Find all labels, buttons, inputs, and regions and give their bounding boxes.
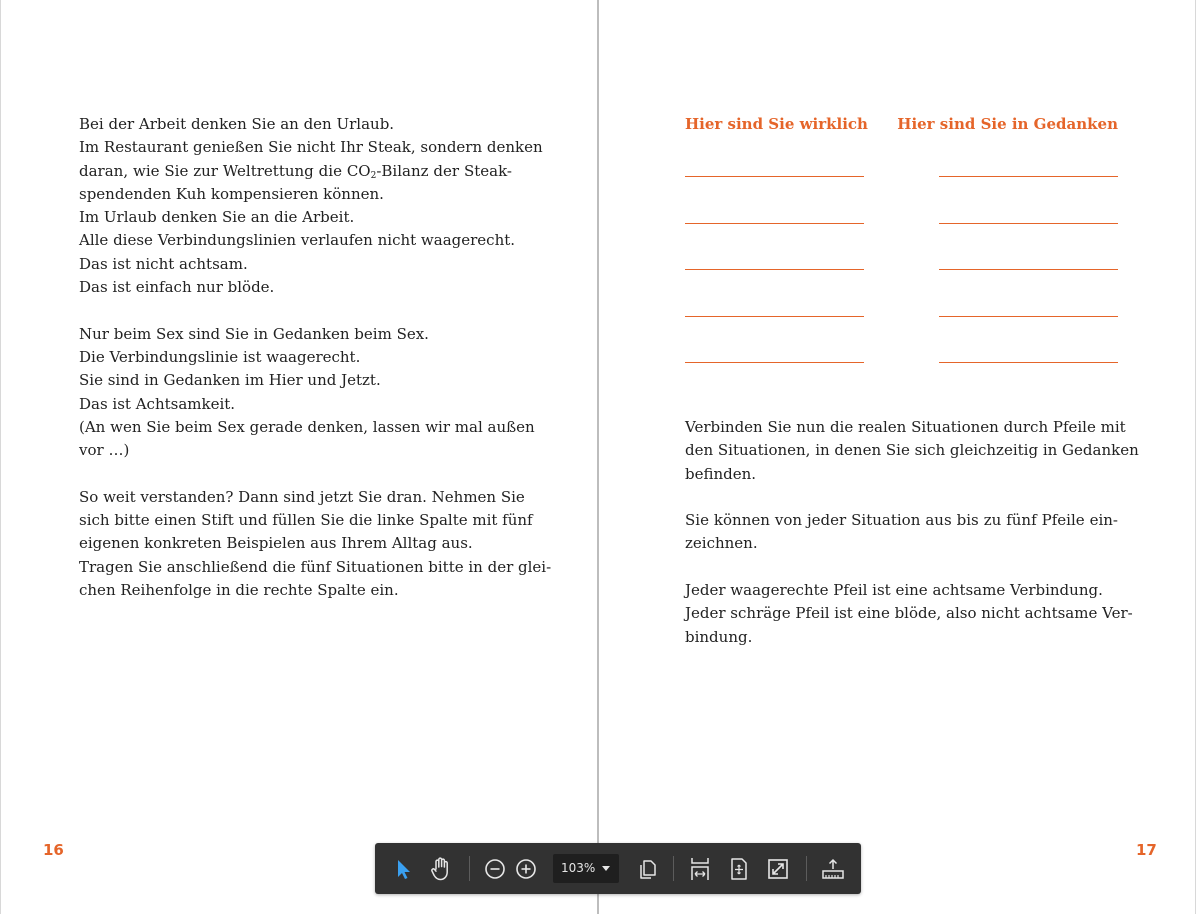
zoom-level-value: 103% — [561, 861, 596, 875]
upload-export-icon — [821, 858, 845, 880]
blank-fill-line — [939, 223, 1118, 224]
hand-tool-button[interactable] — [424, 843, 458, 894]
fullscreen-icon — [767, 858, 789, 880]
text-line: Im Restaurant genießen Sie nicht Ihr Steak, sondern denken — [79, 138, 543, 157]
left-page-body — [79, 113, 552, 602]
text-line: Nur beim Sex sind Sie in Gedanken beim Sex. — [79, 324, 429, 343]
select-arrow-icon — [394, 858, 412, 880]
text-line: bindung. — [685, 627, 753, 646]
export-button[interactable] — [816, 843, 850, 894]
blank-fill-line — [685, 316, 864, 317]
blank-fill-line — [685, 176, 864, 177]
paragraph-gap — [79, 299, 512, 322]
text-line: eigenen konkreten Beispielen aus Ihrem Alltag aus. — [79, 534, 473, 553]
blank-fill-line — [939, 362, 1118, 363]
text-line: vor …) — [79, 441, 130, 460]
column-heading-real: Hier sind Sie wirklich — [685, 115, 868, 133]
column-heading-thoughts: Hier sind Sie in Gedanken — [897, 115, 1118, 133]
page-number-left: 16 — [43, 841, 64, 859]
blank-fill-line — [685, 269, 864, 270]
text-line: Das ist Achtsamkeit. — [79, 394, 236, 413]
chevron-down-icon — [602, 866, 610, 871]
text-line: befinden. — [685, 464, 757, 483]
text-line: chen Reihenfolge in die rechte Spalte ein. — [79, 580, 399, 599]
fit-width-button[interactable] — [683, 843, 717, 894]
text-line: daran, wie Sie zur Weltrettung die $CO_2$-Bilanz der Steak- — [79, 161, 512, 181]
text-line: den Situationen, in denen Sie sich gleichzeitig in Gedanken — [685, 441, 1139, 460]
fit-page-button[interactable] — [722, 843, 756, 894]
toolbar-separator — [469, 856, 470, 881]
zoom-in-icon — [515, 858, 537, 880]
text-line: Bei der Arbeit denken Sie an den Urlaub. — [79, 115, 395, 133]
zoom-out-icon — [484, 858, 506, 880]
text-line: Tragen Sie anschließend die fünf Situationen bitte in der glei- — [79, 557, 552, 576]
text-line: Das ist einfach nur blöde. — [79, 278, 275, 297]
toolbar-separator — [806, 856, 807, 881]
left-page — [0, 0, 597, 914]
paragraph-gap — [79, 462, 512, 485]
zoom-in-button[interactable] — [509, 843, 543, 894]
blank-fill-line — [939, 176, 1118, 177]
text-line: Sie können von jeder Situation aus bis zu fünf Pfeile ein- — [685, 511, 1118, 530]
pdf-viewer-toolbar — [375, 843, 861, 894]
text-line: zeichnen. — [685, 534, 758, 553]
text-line: Verbinden Sie nun die realen Situationen durch Pfeile mit — [685, 418, 1126, 436]
page-number-right: 17 — [1136, 841, 1157, 859]
text-line: Alle diese Verbindungslinien verlaufen nicht waagerecht. — [79, 231, 516, 250]
select-tool-button[interactable] — [386, 843, 420, 894]
blank-fill-line — [685, 223, 864, 224]
zoom-out-button[interactable] — [478, 843, 512, 894]
paragraph-gap — [685, 556, 1118, 579]
text-line: (An wen Sie beim Sex gerade denken, lassen wir mal außen — [79, 417, 535, 436]
text-line: Sie sind in Gedanken im Hier und Jetzt. — [79, 371, 381, 390]
text-line: sich bitte einen Stift und füllen Sie die linke Spalte mit fünf — [79, 511, 533, 530]
fit-width-icon — [689, 856, 711, 882]
hand-pan-icon — [429, 856, 453, 882]
page-view-button[interactable] — [630, 843, 664, 894]
paragraph-gap — [685, 486, 1118, 509]
blank-fill-line — [685, 362, 864, 363]
text-line: Die Verbindungslinie ist waagerecht. — [79, 347, 361, 366]
fit-page-icon — [728, 857, 750, 881]
text-line: Das ist nicht achtsam. — [79, 254, 248, 273]
fullscreen-button[interactable] — [761, 843, 795, 894]
text-line: So weit verstanden? Dann sind jetzt Sie dran. Nehmen Sie — [79, 487, 525, 506]
text-line: Im Urlaub denken Sie an die Arbeit. — [79, 208, 355, 227]
text-line: spendenden Kuh kompensieren können. — [79, 184, 384, 203]
text-line: Jeder waagerechte Pfeil ist eine achtsame Verbindung. — [685, 581, 1103, 600]
blank-fill-line — [939, 269, 1118, 270]
blank-fill-line — [939, 316, 1118, 317]
toolbar-separator — [673, 856, 674, 881]
copy-pages-icon — [636, 858, 658, 880]
text-line: Jeder schräge Pfeil ist eine blöde, also nicht achtsame Ver- — [685, 604, 1133, 623]
right-page-body — [685, 416, 1139, 649]
zoom-level-dropdown[interactable] — [553, 854, 619, 883]
